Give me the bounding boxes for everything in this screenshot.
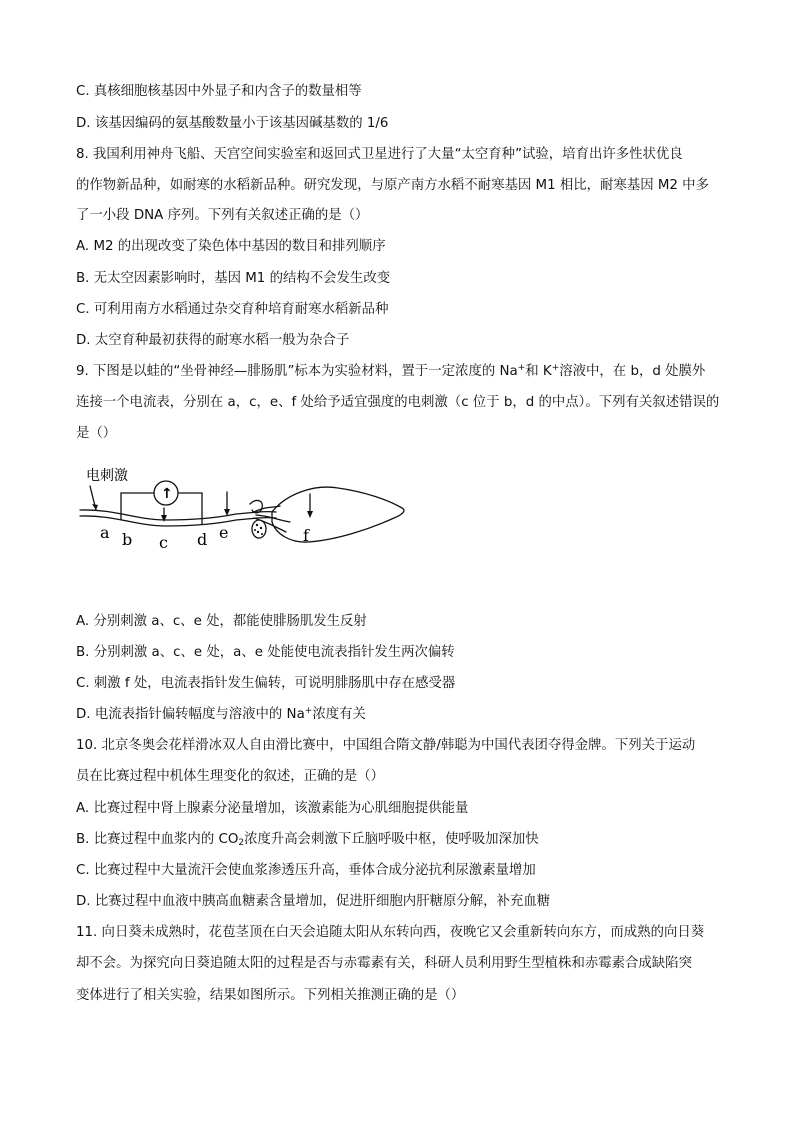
q10-option-d: D. 比赛过程中血液中胰高血糖素含量增加，促进肝细胞内肝糖原分解，补充血糖: [76, 894, 551, 909]
q9-option-d: D. 电流表指针偏转幅度与溶液中的 Na+浓度有关: [76, 706, 366, 722]
q9-stem-line-3: 是（）: [76, 426, 117, 441]
label-e: e: [219, 523, 229, 542]
label-a: a: [100, 523, 110, 542]
q11-stem-line-3: 变体进行了相关实验，结果如图所示。下列相关推测正确的是（）: [76, 988, 465, 1003]
q8-option-b: B. 无太空因素影响时，基因 M1 的结构不会发生改变: [76, 271, 391, 286]
q8-option-c: C. 可利用南方水稻通过杂交育种培育耐寒水稻新品种: [76, 302, 389, 317]
q10-option-c: C. 比赛过程中大量流汗会使血浆渗透压升高，垂体合成分泌抗利尿激素量增加: [76, 863, 536, 878]
meter-lead-left: [121, 493, 154, 520]
q9-stem-line-2: 连接一个电流表，分别在 a，c，e、f 处给予适宜强度的电刺激（c 位于 b，d 的中点）。下列有关叙述错误的: [76, 395, 720, 410]
q9-option-c: C. 刺激 f 处，电流表指针发生偏转，可说明腓肠肌中存在感受器: [76, 676, 456, 691]
gastrocnemius-muscle: [272, 487, 404, 542]
q8-stem-line-3: 了一小段 DNA 序列。下列有关叙述正确的是（）: [76, 208, 369, 223]
q8-stem-line-1: 8. 我国利用神舟飞船、天宫空间实验室和返回式卫星进行了大量“太空育种”试验，培育出许多性状优良: [76, 147, 683, 162]
q9-option-b: B. 分别刺激 a、c、e 处，a、e 处能使电流表指针发生两次偏转: [76, 645, 455, 660]
q8-option-a: A. M2 的出现改变了染色体中基因的数目和排列顺序: [76, 239, 386, 254]
label-d: d: [197, 530, 208, 549]
q7-option-c: C. 真核细胞核基因中外显子和内含子的数量相等: [76, 84, 362, 99]
label-b: b: [122, 530, 133, 549]
q9-option-a: A. 分别刺激 a、c、e 处，都能使腓肠肌发生反射: [76, 614, 367, 629]
q8-option-d: D. 太空育种最初获得的耐寒水稻一般为杂合子: [76, 333, 350, 348]
meter-symbol: ↑: [161, 486, 173, 502]
q8-stem-line-2: 的作物新品种，如耐寒的水稻新品种。研究发现，与原产南方水稻不耐寒基因 M1 相比，耐寒基因 M2 中多: [76, 178, 709, 193]
q10-stem-line-1: 10. 北京冬奥会花样滑冰双人自由滑比赛中，中国组合隋文静/韩聪为中国代表团夺得金牌。下列关于运动: [76, 738, 696, 753]
label-f: f: [303, 526, 309, 545]
q7-option-d: D. 该基因编码的氨基酸数量小于该基因碱基数的 1/6: [76, 116, 389, 131]
q10-option-b: B. 比赛过程中血浆内的 $CO_2$浓度升高会刺激下丘脑呼吸中枢，使呼吸加深加快: [76, 832, 539, 848]
q11-stem-line-2: 却不会。为探究向日葵追随太阳的过程是否与赤霉素有关，科研人员利用野生型植株和赤霉素合成缺陷突: [76, 956, 692, 971]
sciatic-nerve-gastrocnemius-figure: [76, 462, 406, 562]
q9-stem-line-1: 9. 下图是以蛙的“坐骨神经—腓肠肌”标本为实验材料，置于一定浓度的 Na+和 K+溶液中，在 b，d 处膜外: [76, 363, 706, 379]
q11-stem-line-1: 11. 向日葵未成熟时，花苞茎顶在白天会追随太阳从东转向西，夜晚它又会重新转向东方，而成熟的向日葵: [76, 925, 705, 940]
q10-option-a: A. 比赛过程中肾上腺素分泌量增加，该激素能为心肌细胞提供能量: [76, 801, 469, 816]
q10-stem-line-2: 员在比赛过程中机体生理变化的叙述，正确的是（）: [76, 769, 384, 784]
label-c: c: [159, 533, 168, 552]
stimulus-label: 电刺激: [86, 468, 128, 484]
